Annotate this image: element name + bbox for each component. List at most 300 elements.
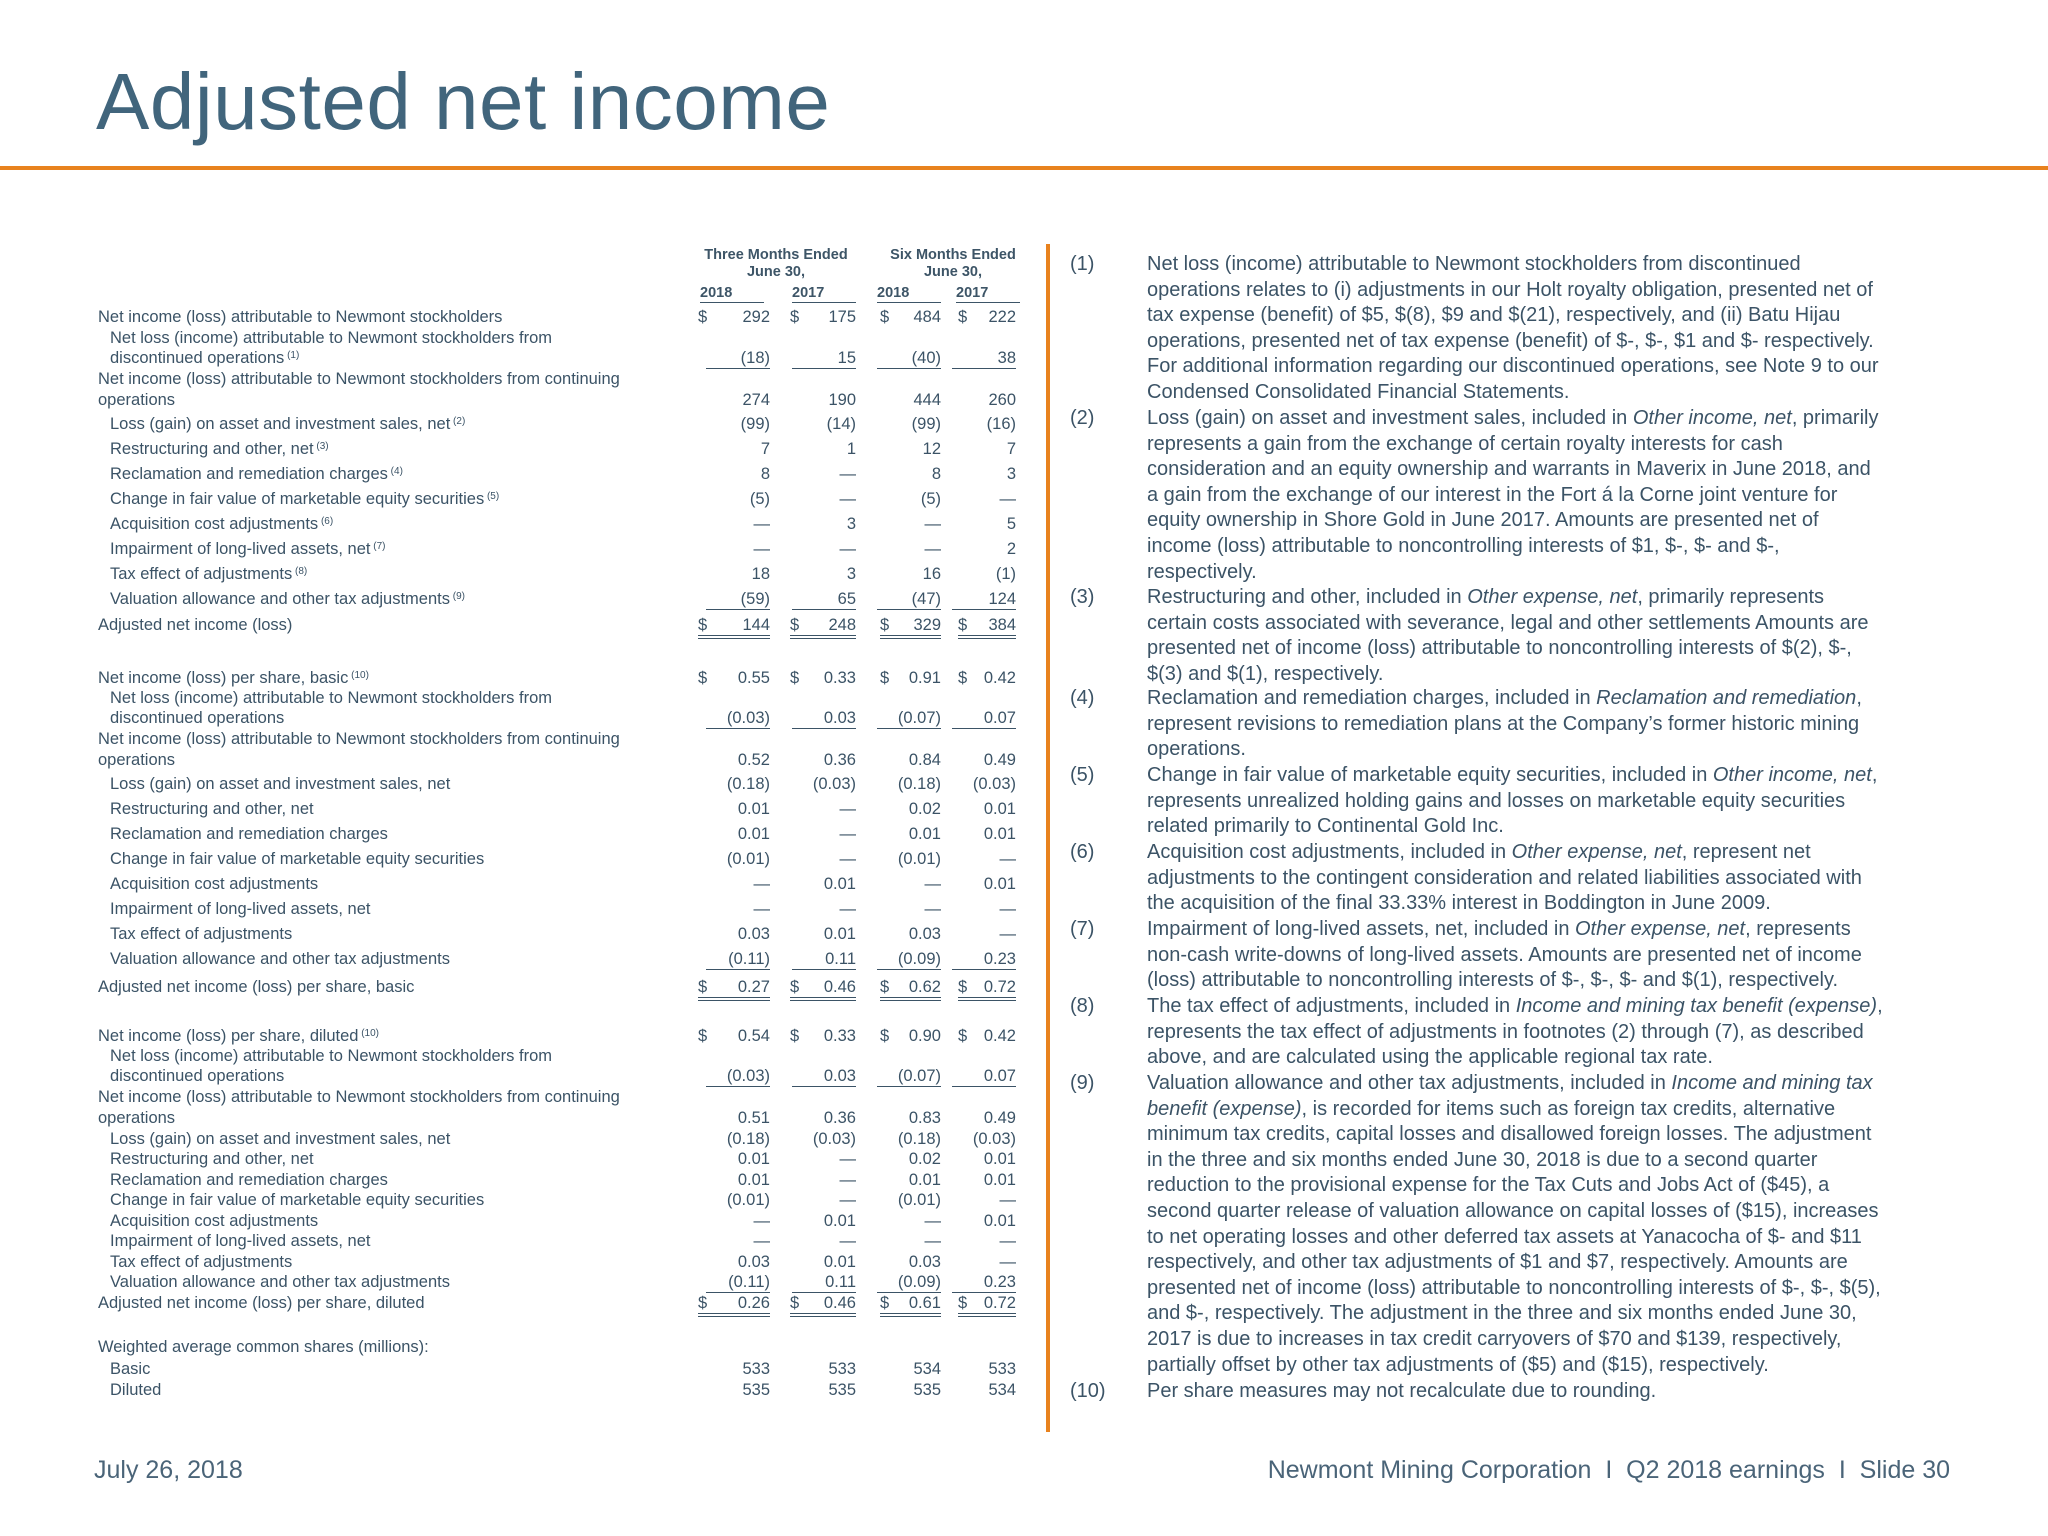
cell-value: 260 — [988, 391, 1016, 409]
footnote-ref: (4) — [387, 466, 403, 477]
cell-value: (59) — [706, 590, 770, 610]
row-label: Acquisition cost adjustments $^{(6)}$ — [110, 515, 334, 533]
currency-symbol: $ — [698, 1027, 708, 1045]
footnote-line: Per share measures may not recalculate due to rounding. — [1147, 1380, 1657, 1402]
row-label: Change in fair value of marketable equity securities — [110, 1191, 485, 1209]
header-six-months-label: Six Months Ended June 30, — [890, 247, 1016, 280]
cell-value: 3 — [1006, 465, 1016, 483]
cell-value: — — [753, 540, 770, 558]
cell-value: (0.03) — [706, 1067, 770, 1087]
cell-value: (0.18) — [897, 1130, 941, 1148]
cell-value: 0.62 — [880, 978, 941, 1001]
footnote-text — [1147, 1071, 2007, 1378]
cell-value: 0.91 — [908, 669, 941, 687]
footnote-line: above, and are calculated using the applicable regional tax rate. — [1147, 1046, 1713, 1069]
table-row — [0, 1027, 1030, 1049]
cell-value: 535 — [828, 1381, 856, 1399]
cell-value: 38 — [952, 349, 1016, 369]
table-row — [0, 308, 1030, 330]
row-label: Valuation allowance and other tax adjustments — [110, 1273, 450, 1291]
footnote-ref: (8) — [292, 566, 308, 577]
cell-value: 0.54 — [737, 1027, 770, 1045]
footnote-line: reduction to the provisional expense for the Tax Cuts and Jobs Act of ($45), a — [1147, 1174, 1830, 1197]
year-col-2: 2017 — [792, 285, 856, 303]
footnote-number: (1) — [1070, 253, 1095, 275]
row-label: Loss (gain) on asset and investment sales, net — [110, 1130, 451, 1148]
table-row — [0, 415, 1030, 437]
cell-value: (0.01) — [726, 1191, 770, 1209]
footnote-line: Change in fair value of marketable equity securities, included in Other income, net, — [1147, 764, 1878, 786]
footnote-line: (loss) attributable to noncontrolling interests of $-, $-, $- and $(1), respectively. — [1147, 969, 1839, 992]
row-label: Reclamation and remediation charges — [110, 1171, 388, 1189]
footnote-line: minimum tax credits, capital losses and disallowed foreign losses. The adjustment — [1147, 1123, 1872, 1146]
table-row — [0, 751, 1030, 773]
currency-symbol: $ — [958, 308, 968, 326]
row-label: Net income (loss) per share, diluted $^{(10)}$ — [98, 1027, 380, 1045]
footnote-number: (10) — [1070, 1380, 1106, 1402]
cell-value: 7 — [760, 440, 770, 458]
cell-value: 3 — [846, 565, 856, 583]
cell-value: — — [924, 1232, 941, 1250]
currency-symbol: $ — [958, 616, 967, 639]
row-label: Tax effect of adjustments — [110, 1253, 293, 1271]
cell-value: (0.09) — [877, 1273, 941, 1293]
cell-value: (0.01) — [897, 1191, 941, 1209]
cell-value: 0.03 — [908, 925, 941, 943]
table-row — [0, 1171, 1030, 1193]
year-col-3: 2018 — [877, 285, 941, 303]
cell-value: 18 — [751, 565, 770, 583]
footnote-text — [1147, 1379, 2007, 1405]
table-row — [0, 1088, 1030, 1110]
footnote-ref: (5) — [484, 491, 500, 502]
footnote-ref: (9) — [450, 591, 465, 602]
cell-value: 0.01 — [983, 875, 1016, 893]
table-row — [0, 1381, 1030, 1403]
row-label: Change in fair value of marketable equity securities — [110, 850, 485, 868]
footnote-line: represents the tax effect of adjustments in footnotes (2) through (7), as described — [1147, 1020, 1864, 1043]
table-row — [0, 440, 1030, 462]
cell-value: 534 — [988, 1381, 1016, 1399]
row-label: Restructuring and other, net — [110, 1150, 314, 1168]
footnote-line: respectively, and other tax adjustments of $1 and $7, respectively. Amounts are — [1147, 1251, 1848, 1274]
row-label: Loss (gain) on asset and investment sales, net $^{(2)}$ — [110, 415, 466, 433]
footnote-line: benefit (expense), is recorded for items such as foreign tax credits, alternative — [1147, 1097, 1836, 1120]
footnote-line: presented net of income (loss) attributable to noncontrolling interests of $(2), $-, — [1147, 637, 1852, 660]
cell-value: 0.84 — [908, 751, 941, 769]
cell-value: 0.72 — [958, 1294, 1016, 1317]
footnote-line: Net loss (income) attributable to Newmont stockholders from discontinued — [1147, 253, 1801, 275]
cell-value: — — [924, 540, 941, 558]
footnote-line: The tax effect of adjustments, included in Income and mining tax benefit (expense), — [1147, 995, 1883, 1017]
table-row — [0, 1212, 1030, 1234]
footnote-line: in the three and six months ended June 30, 2018 is due to a second quarter — [1147, 1148, 1818, 1171]
cell-value: 0.03 — [792, 709, 856, 729]
row-label: Tax effect of adjustments $^{(8)}$ — [110, 565, 308, 583]
footnote-line: a gain from the exchange of our interest in the Fort á la Corne joint venture for — [1147, 483, 1838, 506]
footnote-line: represent revisions to remediation plans at the Company’s former historic mining — [1147, 712, 1860, 735]
row-label: Net income (loss) attributable to Newmont stockholders from continuing — [98, 1088, 620, 1106]
footnote-line: operations relates to (i) adjustments in our Holt royalty obligation, presented net of — [1147, 278, 1873, 301]
cell-value: — — [839, 540, 856, 558]
cell-value: 0.01 — [737, 800, 770, 818]
cell-value: — — [999, 490, 1016, 508]
footnote-line: presented net of income (loss) attributable to noncontrolling interests of $-, $-, $(5), — [1147, 1276, 1881, 1299]
row-label: Acquisition cost adjustments — [110, 1212, 319, 1230]
cell-value: 0.01 — [823, 925, 856, 943]
cell-value: 144 — [698, 616, 770, 639]
table-row — [0, 1294, 1030, 1316]
row-label: discontinued operations $^{(1)}$ — [110, 349, 300, 367]
table-row — [0, 825, 1030, 847]
footnote-line: consideration and an equity ownership and warrants in Maverix in June 2018, and — [1147, 458, 1871, 481]
cell-value: 384 — [958, 616, 1016, 639]
footnote-ref: (7) — [370, 541, 386, 552]
row-label: Net loss (income) attributable to Newmont stockholders from — [110, 689, 553, 707]
footnote-ref: (3) — [313, 441, 329, 452]
footnote-line: income (loss) attributable to noncontrolling interests of $1, $-, $- and $-, — [1147, 534, 1780, 557]
footnote-line: Impairment of long-lived assets, net, included in Other expense, net, represents — [1147, 918, 1851, 940]
row-label: Restructuring and other, net — [110, 800, 314, 818]
cell-value: 0.42 — [983, 1027, 1016, 1045]
table-row — [0, 978, 1030, 1000]
row-label: operations — [98, 751, 176, 769]
footnote-line: represents unrealized holding gains and losses on marketable equity securities — [1147, 789, 1846, 812]
footnote-line: equity ownership in Shore Gold in June 2017. Amounts are presented net of — [1147, 509, 1819, 532]
cell-value: 0.03 — [908, 1253, 941, 1271]
row-label: Basic — [110, 1360, 151, 1378]
currency-symbol: $ — [880, 669, 890, 687]
cell-value: 0.03 — [737, 1253, 770, 1271]
row-label: Reclamation and remediation charges — [110, 825, 388, 843]
cell-value: 0.03 — [792, 1067, 856, 1087]
row-label: Net income (loss) attributable to Newmont stockholders — [98, 308, 503, 326]
footnote-line: to net operating losses and other deferred tax assets at Yanacocha of $- and $11 — [1147, 1225, 1862, 1248]
row-label: Net income (loss) attributable to Newmont stockholders from continuing — [98, 370, 620, 388]
cell-value: 0.02 — [908, 800, 941, 818]
footnote-line: respectively. — [1147, 560, 1257, 583]
cell-value: 0.01 — [737, 1171, 770, 1189]
table-row — [0, 1130, 1030, 1152]
footnote-line: Restructuring and other, included in Other expense, net, primarily represents — [1147, 586, 1825, 608]
cell-value: (0.01) — [897, 850, 941, 868]
cell-value: 8 — [931, 465, 941, 483]
cell-value: 0.36 — [823, 751, 856, 769]
footnote-ref: (10) — [348, 670, 369, 681]
footnote-line: and $-, respectively. The adjustment in the three and six months ended June 30, — [1147, 1302, 1857, 1325]
cell-value: 15 — [792, 349, 856, 369]
footnote-line: certain costs associated with severance, legal and other settlements Amounts are — [1147, 611, 1869, 634]
table-row — [0, 1338, 1030, 1360]
cell-value: (1) — [995, 565, 1016, 583]
cell-value: — — [839, 825, 856, 843]
cell-value: (0.18) — [726, 1130, 770, 1148]
table-row — [0, 1232, 1030, 1254]
cell-value: (40) — [877, 349, 941, 369]
cell-value: 0.61 — [880, 1294, 941, 1317]
cell-value: — — [999, 850, 1016, 868]
table-row — [0, 689, 1030, 711]
cell-value: — — [839, 800, 856, 818]
table-row — [0, 775, 1030, 797]
footnote-line: second quarter release of valuation allowance on capital losses of ($15), increases — [1147, 1199, 1879, 1222]
table-row — [0, 565, 1030, 587]
row-label: Net income (loss) attributable to Newmont stockholders from continuing — [98, 730, 620, 748]
cell-value: 0.02 — [908, 1150, 941, 1168]
currency-symbol: $ — [880, 616, 889, 639]
row-label: Weighted average common shares (millions): — [98, 1338, 429, 1356]
cell-value: (0.09) — [877, 950, 941, 970]
footnote-line: Reclamation and remediation charges, included in Reclamation and remediation, — [1147, 687, 1862, 709]
cell-value: 0.36 — [823, 1109, 856, 1127]
cell-value: (5) — [749, 490, 770, 508]
footnote-text — [1147, 763, 2007, 840]
cell-value: 533 — [988, 1360, 1016, 1378]
currency-symbol: $ — [698, 308, 708, 326]
table-row — [0, 1191, 1030, 1213]
cell-value: 0.90 — [908, 1027, 941, 1045]
cell-value: 124 — [952, 590, 1016, 610]
currency-symbol: $ — [880, 1294, 889, 1317]
table-row — [0, 465, 1030, 487]
cell-value: — — [839, 1191, 856, 1209]
row-label: Impairment of long-lived assets, net — [110, 1232, 371, 1250]
cell-value: (0.03) — [972, 775, 1016, 793]
currency-symbol: $ — [790, 616, 799, 639]
footnote-ref: (1) — [284, 350, 300, 361]
currency-symbol: $ — [790, 1027, 800, 1045]
cell-value: (99) — [740, 415, 770, 433]
cell-value: 0.23 — [952, 950, 1016, 970]
cell-value: 1 — [846, 440, 856, 458]
cell-value: (0.03) — [706, 709, 770, 729]
cell-value: — — [839, 1150, 856, 1168]
cell-value: — — [999, 1191, 1016, 1209]
cell-value: (5) — [920, 490, 941, 508]
cell-value: — — [999, 1253, 1016, 1271]
footnote-line: For additional information regarding our discontinued operations, see Note 9 to our — [1147, 355, 1879, 378]
cell-value: 0.83 — [908, 1109, 941, 1127]
cell-value: 0.27 — [698, 978, 770, 1001]
cell-value: 0.07 — [952, 1067, 1016, 1087]
cell-value: 16 — [922, 565, 941, 583]
footnote-line: represents a gain from the exchange of certain royalty interests for cash — [1147, 432, 1783, 455]
table-row — [0, 875, 1030, 897]
row-label: operations — [98, 1109, 176, 1127]
cell-value: (47) — [877, 590, 941, 610]
currency-symbol: $ — [958, 1027, 968, 1045]
cell-value: 0.01 — [737, 825, 770, 843]
footnote-text — [1147, 686, 2007, 763]
cell-value: 65 — [792, 590, 856, 610]
cell-value: 3 — [846, 515, 856, 533]
footnote-text — [1147, 406, 2007, 585]
footnote-number: (7) — [1070, 918, 1095, 940]
row-label: Loss (gain) on asset and investment sales, net — [110, 775, 451, 793]
table-row — [0, 669, 1030, 691]
footnote-line: Acquisition cost adjustments, included in Other expense, net, represent net — [1147, 841, 1811, 863]
footnote-number: (9) — [1070, 1072, 1095, 1094]
row-label: Diluted — [110, 1381, 162, 1399]
cell-value: 533 — [742, 1360, 770, 1378]
footnote-number: (5) — [1070, 764, 1095, 786]
row-label: Restructuring and other, net $^{(3)}$ — [110, 440, 329, 458]
currency-symbol: $ — [698, 1294, 707, 1317]
footnote-ref: (10) — [358, 1028, 380, 1039]
table-row — [0, 349, 1030, 371]
footnote-line: Loss (gain) on asset and investment sales, included in Other income, net, primarily — [1147, 407, 1879, 429]
cell-value: 0.51 — [737, 1109, 770, 1127]
currency-symbol: $ — [958, 669, 968, 687]
row-label: Valuation allowance and other tax adjustments $^{(9)}$ — [110, 590, 465, 608]
cell-value: 0.26 — [698, 1294, 770, 1317]
footnote-line: non-cash write-downs of long-lived assets. Amounts are presented net of income — [1147, 943, 1862, 966]
row-label: Net income (loss) per share, basic $^{(10)}$ — [98, 669, 369, 687]
footnote-text — [1147, 252, 2007, 406]
cell-value: 0.01 — [823, 1212, 856, 1230]
cell-value: — — [839, 490, 856, 508]
cell-value: (0.03) — [972, 1130, 1016, 1148]
footnote-text — [1147, 917, 2007, 994]
cell-value: — — [924, 875, 941, 893]
table-row — [0, 1253, 1030, 1275]
cell-value: (0.03) — [812, 775, 856, 793]
cell-value: 0.01 — [983, 1212, 1016, 1230]
row-label: Tax effect of adjustments — [110, 925, 293, 943]
table-row — [0, 730, 1030, 752]
header-three-months-label: Three Months Ended June 30, — [704, 247, 848, 280]
row-label: Reclamation and remediation charges $^{(4)}$ — [110, 465, 403, 483]
row-label: Valuation allowance and other tax adjustments — [110, 950, 450, 968]
cell-value: (99) — [911, 415, 941, 433]
cell-value: 0.49 — [983, 1109, 1016, 1127]
footnote-line: Condensed Consolidated Financial Statements. — [1147, 380, 1570, 403]
row-label: discontinued operations — [110, 709, 285, 727]
table-row — [0, 490, 1030, 512]
cell-value: 0.52 — [737, 751, 770, 769]
table-row — [0, 800, 1030, 822]
cell-value: — — [924, 900, 941, 918]
footnote-line: 2017 is due to increases in tax credit carryovers of $70 and $139, respectively, — [1147, 1327, 1842, 1350]
cell-value: — — [753, 1212, 770, 1230]
cell-value: 0.01 — [983, 1150, 1016, 1168]
cell-value: 0.01 — [908, 1171, 941, 1189]
row-label: Net loss (income) attributable to Newmont stockholders from — [110, 329, 553, 347]
cell-value: (0.03) — [812, 1130, 856, 1148]
cell-value: 0.11 — [792, 950, 856, 970]
cell-value: 444 — [913, 391, 941, 409]
footnote-number: (6) — [1070, 841, 1095, 863]
table-row — [0, 1109, 1030, 1131]
footnote-text — [1147, 994, 2007, 1071]
cell-value: 0.01 — [983, 825, 1016, 843]
cell-value: 5 — [1006, 515, 1016, 533]
cell-value: 0.01 — [983, 1171, 1016, 1189]
row-label: Adjusted net income (loss) — [98, 616, 293, 634]
footnote-text — [1147, 840, 2007, 917]
footnote-text — [1147, 585, 2007, 687]
header-three-months — [696, 247, 856, 281]
footnote-line: partially offset by other tax adjustments of ($5) and ($15), respectively. — [1147, 1353, 1769, 1376]
cell-value: (0.18) — [897, 775, 941, 793]
currency-symbol: $ — [790, 978, 799, 1001]
currency-symbol: $ — [698, 978, 707, 1001]
cell-value: — — [839, 465, 856, 483]
footnote-number: (2) — [1070, 407, 1095, 429]
column-divider — [1046, 244, 1050, 1432]
title-divider — [0, 166, 2048, 170]
cell-value: 0.49 — [983, 751, 1016, 769]
cell-value: (0.07) — [877, 1067, 941, 1087]
table-row — [0, 850, 1030, 872]
cell-value: 0.42 — [983, 669, 1016, 687]
table-row — [0, 391, 1030, 413]
footnote-line: $(3) and $(1), respectively. — [1147, 662, 1384, 685]
cell-value: 0.01 — [983, 800, 1016, 818]
cell-value: 190 — [828, 391, 856, 409]
row-label: Adjusted net income (loss) per share, basic — [98, 978, 415, 996]
cell-value: 0.01 — [737, 1150, 770, 1168]
row-label: discontinued operations — [110, 1067, 285, 1085]
table-row — [0, 370, 1030, 392]
cell-value: 0.33 — [823, 669, 856, 687]
cell-value: 274 — [742, 391, 770, 409]
table-row — [0, 709, 1030, 731]
cell-value: — — [999, 925, 1016, 943]
cell-value: 0.01 — [823, 875, 856, 893]
cell-value: — — [753, 1232, 770, 1250]
cell-value: 533 — [828, 1360, 856, 1378]
year-col-1: 2018 — [700, 285, 764, 303]
cell-value: (14) — [826, 415, 856, 433]
table-row — [0, 1150, 1030, 1172]
cell-value: 7 — [1006, 440, 1016, 458]
table-row — [0, 950, 1030, 972]
cell-value: — — [753, 900, 770, 918]
cell-value: 0.01 — [823, 1253, 856, 1271]
table-row — [0, 616, 1030, 638]
cell-value: 534 — [913, 1360, 941, 1378]
table-row — [0, 329, 1030, 351]
currency-symbol: $ — [880, 308, 890, 326]
cell-value: 222 — [988, 308, 1016, 326]
cell-value: 0.23 — [952, 1273, 1016, 1293]
cell-value: 0.01 — [908, 825, 941, 843]
cell-value: 248 — [790, 616, 856, 639]
footnote-line: adjustments to the contingent consideration and related liabilities associated with — [1147, 866, 1862, 889]
table-row — [0, 1360, 1030, 1382]
cell-value: 535 — [742, 1381, 770, 1399]
footnote-ref: (2) — [450, 416, 466, 427]
table-row — [0, 1067, 1030, 1089]
table-row — [0, 540, 1030, 562]
footnote-line: operations. — [1147, 738, 1246, 761]
cell-value: — — [753, 515, 770, 533]
footnote-number: (8) — [1070, 995, 1095, 1017]
cell-value: 0.46 — [790, 1294, 856, 1317]
footer-company: Newmont Mining Corporation I Q2 2018 earnings I Slide 30 — [1267, 1456, 1950, 1484]
footnote-line: Valuation allowance and other tax adjustments, included in Income and mining tax — [1147, 1072, 1873, 1094]
cell-value: — — [839, 850, 856, 868]
table-row — [0, 900, 1030, 922]
footer-date: July 26, 2018 — [94, 1456, 243, 1484]
currency-symbol: $ — [880, 1027, 890, 1045]
cell-value: — — [924, 1212, 941, 1230]
cell-value: 8 — [760, 465, 770, 483]
row-label: operations — [98, 391, 176, 409]
cell-value: — — [839, 900, 856, 918]
row-label: Adjusted net income (loss) per share, diluted — [98, 1294, 425, 1312]
